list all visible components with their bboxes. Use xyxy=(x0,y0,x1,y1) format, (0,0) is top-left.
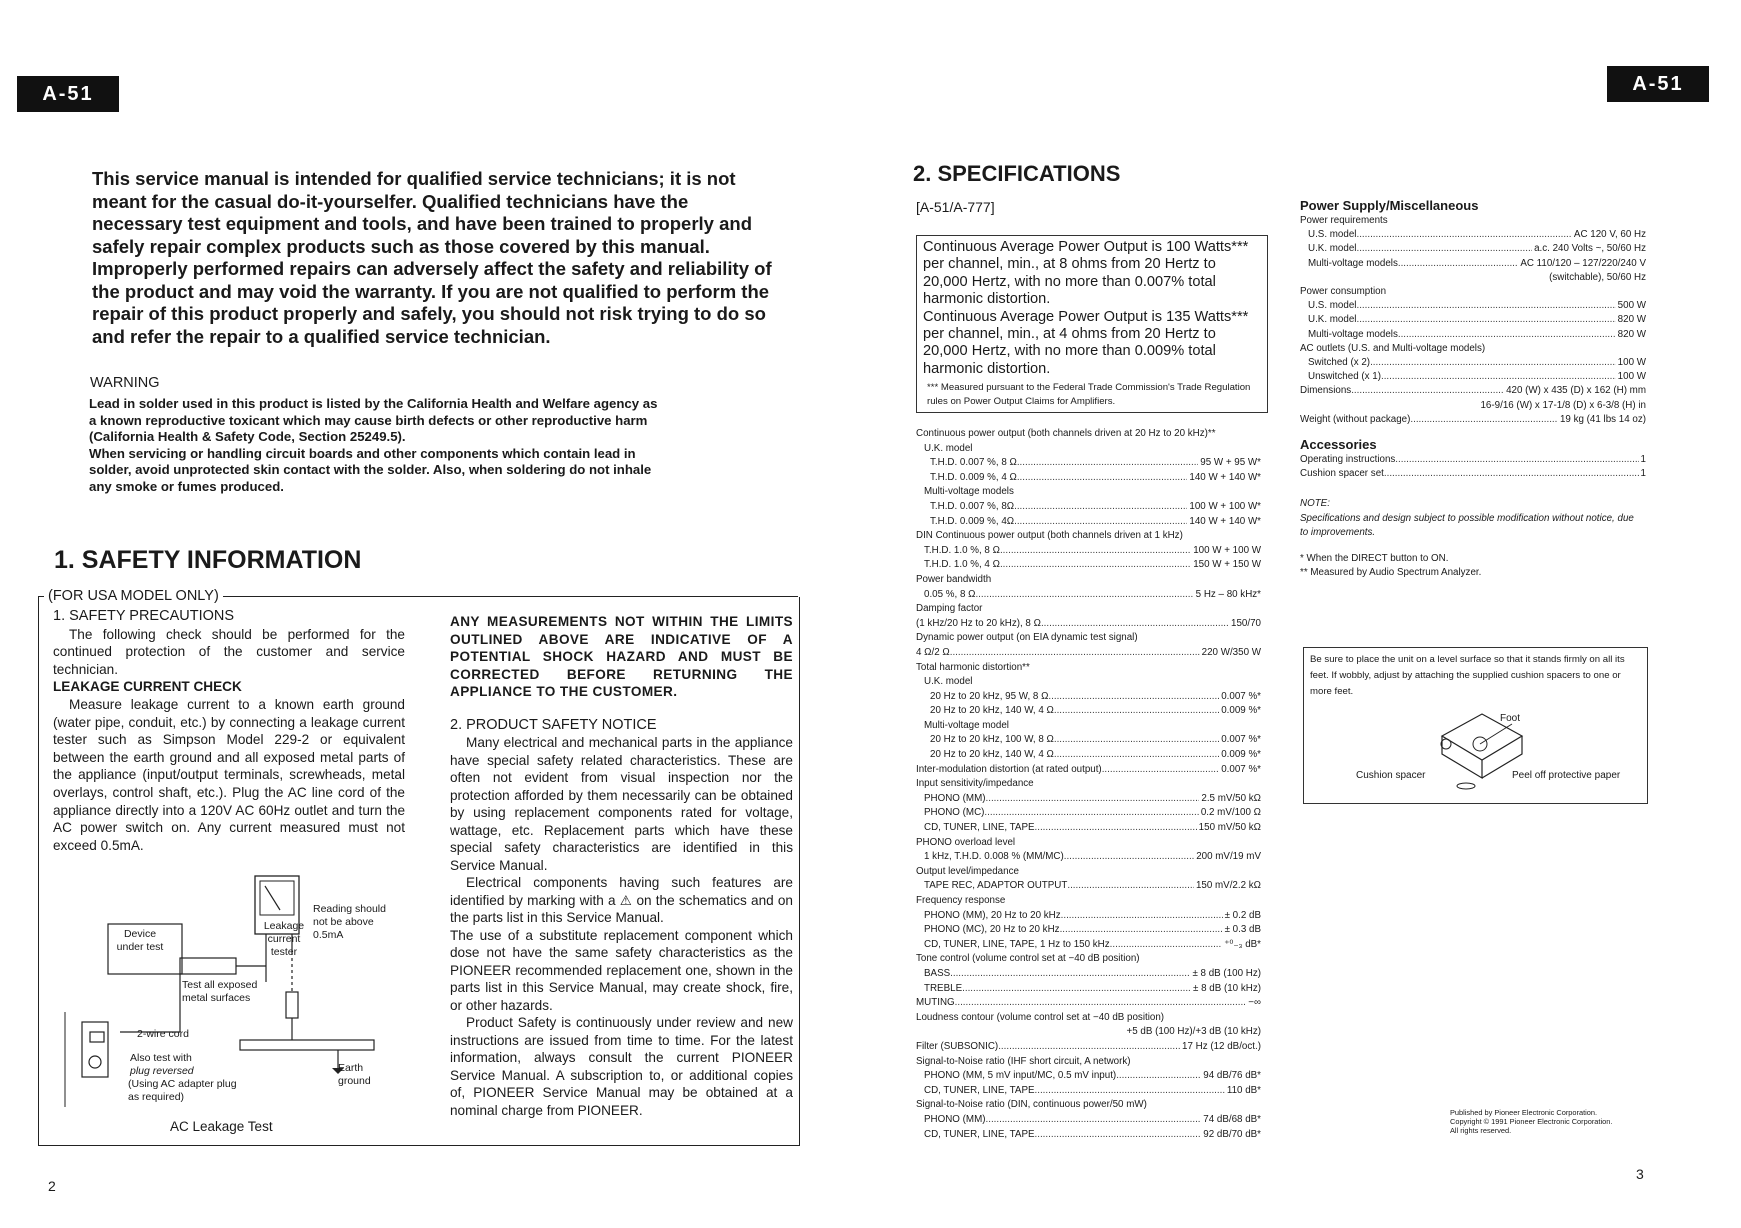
leader-dots xyxy=(950,646,1200,661)
spec-row xyxy=(916,690,1261,705)
test-all-label: Test all exposed metal surfaces xyxy=(182,979,258,1004)
spec-row xyxy=(916,777,1261,792)
power-output-box xyxy=(916,235,1268,413)
spec-row xyxy=(916,485,1261,500)
model-tag-left: A-51 xyxy=(17,76,119,112)
spec-label: Dynamic power output (on EIA dynamic test signal) xyxy=(916,632,1138,644)
limits-warning: ANY MEASUREMENTS NOT WITHIN THE LIMITS OUTLINED ABOVE ARE INDICATIVE OF A POTENTIAL SHOCK HAZARD AND MUST BE CORRECTED BEFORE RETURNING THE APPLIANCE TO THE CUSTOMER. xyxy=(450,614,793,699)
earth-ground-label: Earth ground xyxy=(338,1062,371,1087)
leader-dots xyxy=(1014,500,1187,515)
leader-dots xyxy=(1356,242,1532,256)
spec-row xyxy=(916,661,1261,676)
specifications-list xyxy=(916,427,1261,1142)
diagram-caption: AC Leakage Test xyxy=(170,1119,273,1134)
spec-row xyxy=(916,923,1261,938)
leader-dots xyxy=(1067,879,1194,894)
spec-label: Total harmonic distortion** xyxy=(916,661,1030,673)
spec-value: 140 W + 140 W* xyxy=(1189,471,1261,483)
spec-label: Signal-to-Noise ratio (DIN, continuous power/50 mW) xyxy=(916,1099,1147,1111)
page-number-left: 2 xyxy=(48,1178,56,1194)
leader-dots xyxy=(1041,617,1229,632)
spec-label: 20 Hz to 20 kHz, 140 W, 4 Ω xyxy=(930,705,1054,717)
spec-row xyxy=(916,1055,1261,1070)
spec-label: U.K. model xyxy=(924,676,973,688)
spec-row xyxy=(916,1025,1261,1040)
spec-label: Tone control (volume control set at −40 dB position) xyxy=(916,953,1140,965)
spec-value: ± 0.2 dB xyxy=(1224,909,1261,921)
notice-paragraph-2: Electrical components having such features are identified by marking with a ⚠ on the schematics and on the parts list in this Service Manual. xyxy=(450,875,793,925)
power-box-paragraph-1: Continuous Average Power Output is 100 Watts*** per channel, min., at 8 ohms from 20 Hertz to 20,000 Hertz, with no more than 0.007% total harmonic distortion. xyxy=(923,239,1249,308)
spec-label: PHONO (MC), 20 Hz to 20 kHz xyxy=(924,924,1060,936)
spec-label: Damping factor xyxy=(916,603,983,615)
spec-label: T.H.D. 0.009 %, 4Ω xyxy=(930,515,1015,527)
spec-value: 5 Hz – 80 kHz* xyxy=(1195,588,1261,600)
spec-value: 0.007 %* xyxy=(1221,763,1261,775)
leader-dots xyxy=(1061,909,1223,924)
spec-row xyxy=(916,879,1261,894)
leader-dots xyxy=(1017,456,1198,471)
leader-dots xyxy=(1410,413,1558,427)
spec-label: T.H.D. 0.009 %, 4 Ω xyxy=(930,471,1017,483)
spec-row xyxy=(1300,328,1646,342)
spec-label: Multi-voltage model xyxy=(924,719,1009,731)
spec-value: a.c. 240 Volts ~, 50/60 Hz xyxy=(1534,243,1646,255)
spec-row xyxy=(916,850,1261,865)
spec-label: AC outlets (U.S. and Multi-voltage models) xyxy=(1300,342,1486,354)
publisher-line: Published by Pioneer Electronic Corporation. xyxy=(1450,1108,1598,1117)
leader-dots xyxy=(1064,850,1194,865)
leader-dots xyxy=(984,806,1198,821)
spec-value: ⁺⁰₋₃ dB* xyxy=(1224,938,1261,950)
spec-label: (1 kHz/20 Hz to 20 kHz), 8 Ω xyxy=(916,617,1041,629)
safety-heading: 1. SAFETY INFORMATION xyxy=(54,546,362,574)
leader-dots xyxy=(1384,467,1639,481)
precautions-text: The following check should be performed for the continued protection of the customer and service technician. xyxy=(53,626,405,677)
spec-value: 0.2 mV/100 Ω xyxy=(1200,807,1261,819)
spec-label: Signal-to-Noise ratio (IHF short circuit, A network) xyxy=(916,1055,1131,1067)
warning-line: a known reproductive toxicant which may cause birth defects or other reproductive harm xyxy=(89,412,648,428)
spec-row xyxy=(916,938,1261,953)
spec-value: 820 W xyxy=(1617,328,1646,340)
spec-label: Loudness contour (volume control set at −40 dB position) xyxy=(916,1011,1165,1023)
note-title: NOTE: xyxy=(1300,498,1330,510)
page-number-right: 3 xyxy=(1636,1166,1644,1182)
power-box-paragraph-2: Continuous Average Power Output is 135 Watts*** per channel, min., at 4 ohms from 20 Hertz to 20,000 Hertz, with no more than 0.009% total harmonic distortion. xyxy=(923,308,1249,377)
warning-line: When servicing or handling circuit boards and other components which contain lead in xyxy=(89,445,636,461)
leader-dots xyxy=(1356,313,1615,327)
spec-row xyxy=(916,806,1261,821)
spec-label: 20 Hz to 20 kHz, 140 W, 4 Ω xyxy=(930,749,1054,761)
leader-dots xyxy=(1370,356,1616,370)
spec-value: 150 mV/2.2 kΩ xyxy=(1195,880,1261,892)
spec-row xyxy=(916,763,1261,778)
spec-label: Weight (without package) xyxy=(1300,413,1411,425)
warning-title: WARNING xyxy=(90,375,160,391)
spec-label: 1 kHz, T.H.D. 0.008 % (MM/MC) xyxy=(924,851,1064,863)
spec-label: Dimensions xyxy=(1300,385,1352,397)
box-label: (FOR USA MODEL ONLY) xyxy=(44,588,223,604)
spec-row xyxy=(1300,299,1646,313)
leader-dots xyxy=(1014,515,1187,530)
safety-column-left xyxy=(53,608,405,854)
spec-label: MUTING xyxy=(916,997,955,1009)
also-test-label: Also test with xyxy=(130,1052,192,1064)
cushion-spacer-label: Cushion spacer xyxy=(1356,770,1426,781)
spec-value: 100 W + 100 W xyxy=(1193,544,1261,556)
reading-label: Reading should not be above 0.5mA xyxy=(313,903,386,941)
spec-value: 74 dB/68 dB* xyxy=(1203,1113,1261,1125)
spec-row xyxy=(916,544,1261,559)
notice-paragraph-4: Product Safety is continuously under review and new instructions are issued from time to time. For the latest information, always consult the current PIONEER Service Manual. A subscription to, or additional copies of, PIONEER Service Manual may be obtained at a nominal charge from PIONEER. xyxy=(450,1015,793,1118)
spec-value: 0.007 %* xyxy=(1221,734,1261,746)
leader-dots xyxy=(1000,544,1191,559)
power-box-note: *** Measured pursuant to the Federal Trade Commission's Trade Regulation rules on Power Output Claims for Amplifiers. xyxy=(927,382,1251,408)
foot-label: Foot xyxy=(1500,713,1521,724)
spec-row xyxy=(916,573,1261,588)
spec-label: U.K. model xyxy=(1308,243,1357,255)
spec-label: T.H.D. 0.007 %, 8Ω xyxy=(930,500,1015,512)
leader-dots xyxy=(1054,733,1219,748)
spec-label: Power consumption xyxy=(1300,286,1387,298)
spec-row xyxy=(1300,467,1646,481)
warning-body xyxy=(89,396,729,495)
spec-row xyxy=(1300,413,1646,427)
spec-row xyxy=(916,515,1261,530)
model-tag-right: A-51 xyxy=(1607,66,1709,102)
leakage-text: Measure leakage current to a known earth ground (water pipe, conduit, etc.) by connecting a leakage current tester such as Simpson Model 229-2 or equivalent between the earth ground and all exposed metal parts of the appliance (input/output terminals, screwheads, metal overlays, control shaft, etc.). Plug the AC line cord of the appliance directly into a 120V AC 60Hz outlet and turn the AC power switch on. Any current measured must not exceed 0.5mA. xyxy=(53,696,405,853)
spec-row xyxy=(916,909,1261,924)
accessories-list xyxy=(1300,453,1646,481)
leader-dots xyxy=(1000,558,1191,573)
leader-dots xyxy=(1048,690,1219,705)
spec-label: CD, TUNER, LINE, TAPE xyxy=(924,822,1035,834)
spec-value: 2.5 mV/50 kΩ xyxy=(1201,792,1261,804)
spec-label: 0.05 %, 8 Ω xyxy=(924,588,976,600)
spec-value: 200 mV/19 mV xyxy=(1196,851,1261,863)
specifications-heading: 2. SPECIFICATIONS xyxy=(913,161,1121,186)
spec-value: 1 xyxy=(1640,454,1646,466)
leader-dots xyxy=(962,982,1191,997)
spec-value: 92 dB/70 dB* xyxy=(1203,1128,1261,1140)
power-supply-title: Power Supply/Miscellaneous xyxy=(1300,198,1479,213)
spec-value: 100 W xyxy=(1617,371,1646,383)
notice-paragraph-3: The use of a substitute replacement component which dose not have the same safety characteristics as the PIONEER recommended replacement one, shown in the parts list in this Service Manual, may create shock, fire, or other hazards. xyxy=(450,927,793,1013)
spec-label: Filter (SUBSONIC) xyxy=(916,1040,999,1052)
spec-value: 0.007 %* xyxy=(1221,690,1261,702)
spec-label: PHONO (MC) xyxy=(924,807,985,819)
spec-label: PHONO (MM, 5 mV input/MC, 0.5 mV input) xyxy=(924,1070,1117,1082)
publisher-line: Copyright © 1991 Pioneer Electronic Corporation. xyxy=(1450,1117,1613,1126)
spec-value: ± 8 dB (100 Hz) xyxy=(1192,967,1261,979)
cord-label: 2-wire cord xyxy=(137,1028,189,1040)
safety-column-right xyxy=(450,613,793,1119)
spec-value: 150/70 xyxy=(1231,617,1261,629)
spec-value: 100 W + 100 W* xyxy=(1189,500,1261,512)
spec-label: Power requirements xyxy=(1300,215,1388,226)
leader-dots xyxy=(1017,471,1188,486)
spec-row xyxy=(916,1098,1261,1113)
spec-row xyxy=(1300,342,1646,356)
accessories-title: Accessories xyxy=(1300,437,1377,453)
leader-dots xyxy=(1102,763,1220,778)
spec-label: Continuous power output (both channels driven at 20 Hz to 20 kHz)** xyxy=(916,428,1216,439)
spec-row xyxy=(916,967,1261,982)
spec-row xyxy=(916,500,1261,515)
spec-row xyxy=(916,1040,1261,1055)
spec-row xyxy=(916,617,1261,632)
leader-dots xyxy=(1381,370,1616,384)
spec-label: Operating instructions xyxy=(1300,454,1396,466)
spec-value: 110 dB* xyxy=(1226,1084,1261,1096)
spec-label: 20 Hz to 20 kHz, 95 W, 8 Ω xyxy=(930,690,1049,702)
spec-row xyxy=(916,996,1261,1011)
publisher-line: All rights reserved. xyxy=(1450,1126,1512,1135)
spec-row xyxy=(916,704,1261,719)
spec-label: DIN Continuous power output (both channels driven at 1 kHz) xyxy=(916,530,1183,542)
spec-row xyxy=(916,719,1261,734)
spec-row xyxy=(1300,453,1646,467)
leader-dots xyxy=(1054,748,1219,763)
adapter-label: (Using AC adapter plug as required) xyxy=(128,1078,237,1103)
intro-section xyxy=(92,168,782,348)
spec-label: U.S. model xyxy=(1308,300,1357,312)
spec-value: AC 110/120 – 127/220/240 V xyxy=(1520,257,1646,269)
spec-row xyxy=(916,442,1261,457)
spec-row xyxy=(916,952,1261,967)
leader-dots xyxy=(1110,938,1223,953)
warning-line: solder, avoid unprotected skin contact with the solder. Also, when soldering do not inhale xyxy=(89,462,652,477)
spec-row xyxy=(916,456,1261,471)
spec-value: 220 W/350 W xyxy=(1201,646,1261,658)
spec-value: 140 W + 140 W* xyxy=(1189,515,1261,527)
leader-dots xyxy=(1054,704,1219,719)
leader-dots xyxy=(1035,821,1197,836)
spec-row xyxy=(916,865,1261,880)
spec-row xyxy=(916,529,1261,544)
device-label: Device under test xyxy=(116,928,164,953)
spec-value: 820 W xyxy=(1617,314,1646,326)
spec-label: TREBLE xyxy=(924,982,963,994)
leader-dots xyxy=(1398,257,1519,271)
spec-row xyxy=(916,1069,1261,1084)
spec-row xyxy=(916,1128,1261,1143)
spec-value: 150 mV/50 kΩ xyxy=(1198,822,1261,834)
leader-dots xyxy=(1398,328,1616,342)
spec-label: CD, TUNER, LINE, TAPE xyxy=(924,1084,1035,1096)
spec-value: ± 8 dB (10 kHz) xyxy=(1193,982,1261,994)
spec-label: CD, TUNER, LINE, TAPE xyxy=(924,1128,1035,1140)
spec-row xyxy=(1300,257,1646,271)
spec-row xyxy=(916,1113,1261,1128)
spec-value: ± 0.3 dB xyxy=(1224,924,1261,936)
spec-row xyxy=(916,1011,1261,1026)
leader-dots xyxy=(1035,1128,1202,1143)
spec-label: Inter-modulation distortion (at rated output) xyxy=(916,763,1102,775)
spec-row xyxy=(916,894,1261,909)
spec-label: Multi-voltage models xyxy=(1308,257,1398,269)
spec-row xyxy=(1300,271,1646,285)
spec-value: 19 kg (41 lbs 14 oz) xyxy=(1559,413,1646,425)
spec-label: U.K. model xyxy=(1308,314,1357,326)
spec-row xyxy=(1300,370,1646,384)
spec-value: 1 xyxy=(1640,468,1646,480)
spec-row xyxy=(1300,285,1646,299)
note-text: Specifications and design subject to possible modification without notice, due to improvements. xyxy=(1300,512,1634,538)
spec-row xyxy=(1300,313,1646,327)
leader-dots xyxy=(950,967,1190,982)
publisher-info xyxy=(1450,1108,1612,1135)
notice-title: 2. PRODUCT SAFETY NOTICE xyxy=(450,716,657,733)
spec-row xyxy=(916,982,1261,997)
precautions-title: 1. SAFETY PRECAUTIONS xyxy=(53,608,235,624)
spec-label: Cushion spacer set xyxy=(1300,468,1384,480)
spec-row xyxy=(1300,214,1646,228)
leakage-title: LEAKAGE CURRENT CHECK xyxy=(53,679,242,695)
leader-dots xyxy=(1351,384,1504,398)
feet-instruction-text: Be sure to place the unit on a level surface so that it stands firmly on all its feet. If wobbly, adjust by attaching the supplied cushion spacers to one or more feet. xyxy=(1310,654,1625,697)
spec-value: 95 W + 95 W* xyxy=(1200,457,1261,469)
footnote-1: * When the DIRECT button to ON. xyxy=(1300,553,1449,565)
spec-label: PHONO (MM), 20 Hz to 20 kHz xyxy=(924,909,1061,921)
spec-label: Switched (x 2) xyxy=(1308,357,1371,369)
intro-paragraph-2: Improperly performed repairs can adversely affect the safety and reliability of the product and may void the warranty. If you are not qualified to perform the repair of this product properly and safely, you should not risk trying to do so and refer the repair to a qualified service technician. xyxy=(92,258,772,347)
spec-value: 150 W + 150 W xyxy=(1193,559,1261,571)
spec-label: T.H.D. 0.007 %, 8 Ω xyxy=(930,457,1017,469)
spec-label: PHONO overload level xyxy=(916,836,1016,848)
spec-row xyxy=(1300,242,1646,256)
spec-row xyxy=(916,821,1261,836)
spec-row xyxy=(916,1084,1261,1099)
spec-row xyxy=(916,471,1261,486)
spec-value: (switchable), 50/60 Hz xyxy=(1549,271,1646,283)
spec-value: 94 dB/76 dB* xyxy=(1203,1070,1261,1082)
leader-dots xyxy=(975,588,1193,603)
feet-instruction-box xyxy=(1303,647,1648,804)
spec-label: Multi-voltage models xyxy=(1308,328,1398,340)
leader-dots xyxy=(1116,1069,1201,1084)
spec-value: 100 W xyxy=(1617,357,1646,369)
spec-value: 0.009 %* xyxy=(1221,749,1261,761)
peel-paper-label: Peel off protective paper xyxy=(1512,770,1621,781)
spec-label: 20 Hz to 20 kHz, 100 W, 8 Ω xyxy=(930,734,1054,746)
spec-label: Frequency response xyxy=(916,895,1006,906)
spec-value: −∞ xyxy=(1248,997,1261,1009)
leader-dots xyxy=(1356,299,1615,313)
spec-value: AC 120 V, 60 Hz xyxy=(1573,229,1646,241)
leader-dots xyxy=(1356,228,1571,242)
spec-row xyxy=(1300,356,1646,370)
spec-value: 500 W xyxy=(1617,300,1646,312)
spec-label: Output level/impedance xyxy=(916,865,1019,877)
spec-label: TAPE REC, ADAPTOR OUTPUT xyxy=(924,880,1068,892)
warning-line: (California Health & Safety Code, Section 25249.5). xyxy=(89,429,406,444)
warning-line: any smoke or fumes produced. xyxy=(89,478,284,494)
tester-label: Leakage current tester xyxy=(263,920,305,958)
spec-label: PHONO (MM) xyxy=(924,792,986,804)
spec-row xyxy=(1300,399,1646,413)
spec-row xyxy=(916,558,1261,573)
spec-value: 0.009 %* xyxy=(1221,705,1261,717)
spec-label: Power bandwidth xyxy=(916,573,992,585)
spec-row xyxy=(916,646,1261,661)
plug-reversed-label: plug reversed xyxy=(130,1065,194,1077)
spec-row xyxy=(916,675,1261,690)
spec-row xyxy=(916,588,1261,603)
leader-dots xyxy=(998,1040,1180,1055)
spec-label: 4 Ω/2 Ω xyxy=(916,646,950,658)
intro-paragraph-1: This service manual is intended for qualified service technicians; it is not meant for the casual do-it-yourselfer. Qualified technicians have the necessary test equipment and tools, and have been trained to properly and safely repair complex products such as those covered by this manual. xyxy=(92,168,752,257)
spec-value: 17 Hz (12 dB/oct.) xyxy=(1182,1040,1261,1052)
spec-row xyxy=(916,733,1261,748)
spec-label: CD, TUNER, LINE, TAPE, 1 Hz to 150 kHz xyxy=(924,938,1110,950)
spec-label: Multi-voltage models xyxy=(924,486,1014,498)
specifications-models: [A-51/A-777] xyxy=(916,199,995,215)
leader-dots xyxy=(986,1113,1202,1128)
spec-row xyxy=(916,631,1261,646)
warning-line: Lead in solder used in this product is listed by the California Health and Welfare agency as xyxy=(89,396,658,411)
spec-value: +5 dB (100 Hz)/+3 dB (10 kHz) xyxy=(1126,1026,1261,1038)
spec-label: U.S. model xyxy=(1308,229,1357,241)
spec-label: T.H.D. 1.0 %, 8 Ω xyxy=(924,544,1000,556)
spec-row xyxy=(916,792,1261,807)
spec-label: U.K. model xyxy=(924,442,973,454)
spec-label: T.H.D. 1.0 %, 4 Ω xyxy=(924,559,1000,571)
spec-label: BASS xyxy=(924,967,951,979)
spec-row xyxy=(1300,384,1646,398)
spec-row xyxy=(916,602,1261,617)
leader-dots xyxy=(986,792,1200,807)
spec-value: 16-9/16 (W) x 17-1/8 (D) x 6-3/8 (H) in xyxy=(1480,399,1646,411)
spec-row xyxy=(1300,228,1646,242)
leader-dots xyxy=(955,996,1247,1011)
notice-paragraph-1: Many electrical and mechanical parts in the appliance have special safety related characteristics. These are often not evident from visual inspection nor the protection afforded by them necessarily can be obtained by using replacement components rated for voltage, wattage, etc. Replacement parts which have these special safety characteristics are identified in this Service Manual. xyxy=(450,735,793,873)
spec-label: Unswitched (x 1) xyxy=(1308,371,1381,383)
power-supply-list xyxy=(1300,214,1646,427)
leader-dots xyxy=(1395,453,1638,467)
spec-label: Input sensitivity/impedance xyxy=(916,778,1034,790)
leader-dots xyxy=(1060,923,1223,938)
right-column xyxy=(1300,198,1646,580)
spec-row xyxy=(916,836,1261,851)
footnote-2: ** Measured by Audio Spectrum Analyzer. xyxy=(1300,567,1482,579)
spec-row xyxy=(916,748,1261,763)
spec-value: 420 (W) x 435 (D) x 162 (H) mm xyxy=(1506,385,1646,397)
spec-row xyxy=(916,427,1261,442)
leader-dots xyxy=(1035,1084,1225,1099)
spec-label: PHONO (MM) xyxy=(924,1113,986,1125)
